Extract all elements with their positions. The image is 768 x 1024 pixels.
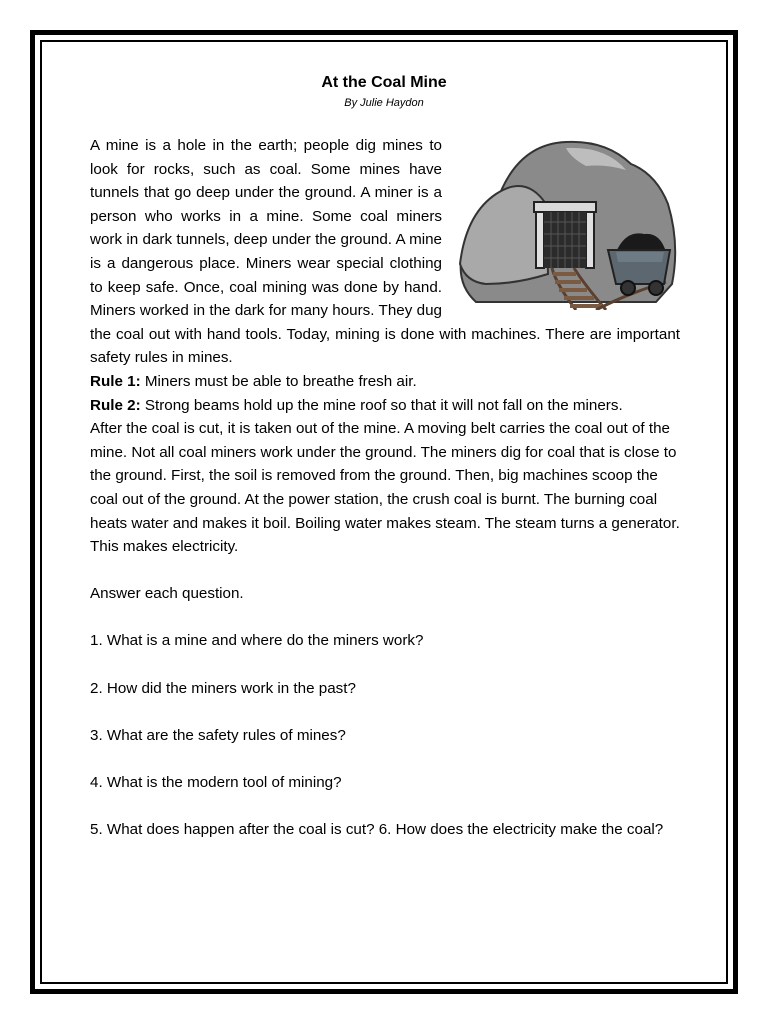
rule-2 xyxy=(90,394,680,418)
question-4: 4. What is the modern tool of mining? xyxy=(90,774,342,792)
question-5-6: 5. What does happen after the coal is cut? 6. How does the electricity make the coal? xyxy=(90,821,664,839)
rule-1-label: Rule 1: xyxy=(90,372,141,390)
worksheet-author: By Julie Haydon xyxy=(344,97,424,109)
rule-2-text: Strong beams hold up the mine roof so that it will not fall on the miners. xyxy=(140,396,623,414)
question-3: 3. What are the safety rules of mines? xyxy=(90,726,346,744)
paragraph-intro: A mine is a hole in the earth; people dig mines to look for rocks, such as coal. Some mines have tunnels that go deep under the ground. A miner is a person who works in a mine. Some coal miners work in dark tunnels, deep under the ground. A mine is a dangerous place. Miners wear special clothing to keep safe. Once, coal mining was done by hand. Miners worked in the dark for many hours. They dug the coal out with hand tools. Today, mining is done with machines. There are important safety rules in mines. xyxy=(90,137,680,367)
worksheet-title: At the Coal Mine xyxy=(321,74,447,91)
instruction: Answer each question. xyxy=(90,585,244,603)
question-1: 1. What is a mine and where do the miners work? xyxy=(90,632,424,650)
worksheet-content xyxy=(90,134,680,842)
coal-mine-icon xyxy=(456,134,680,310)
rule-1-text: Miners must be able to breathe fresh air. xyxy=(140,372,417,390)
question-2: 2. How did the miners work in the past? xyxy=(90,679,356,697)
rule-2-label: Rule 2: xyxy=(90,396,141,414)
paragraph-after-cut: After the coal is cut, it is taken out of the mine. A moving belt carries the coal out of the mine. Not all coal miners work under the ground. The miners dig for coal that is close to the ground. First, the soil is removed from the ground. Then, big machines scoop the coal out of the ground. At the power station, the crush coal is burnt. The burning coal heats water and makes it boil. Boiling water makes steam. The steam turns a generator. This makes electricity. xyxy=(90,420,680,556)
rule-1 xyxy=(90,370,680,394)
